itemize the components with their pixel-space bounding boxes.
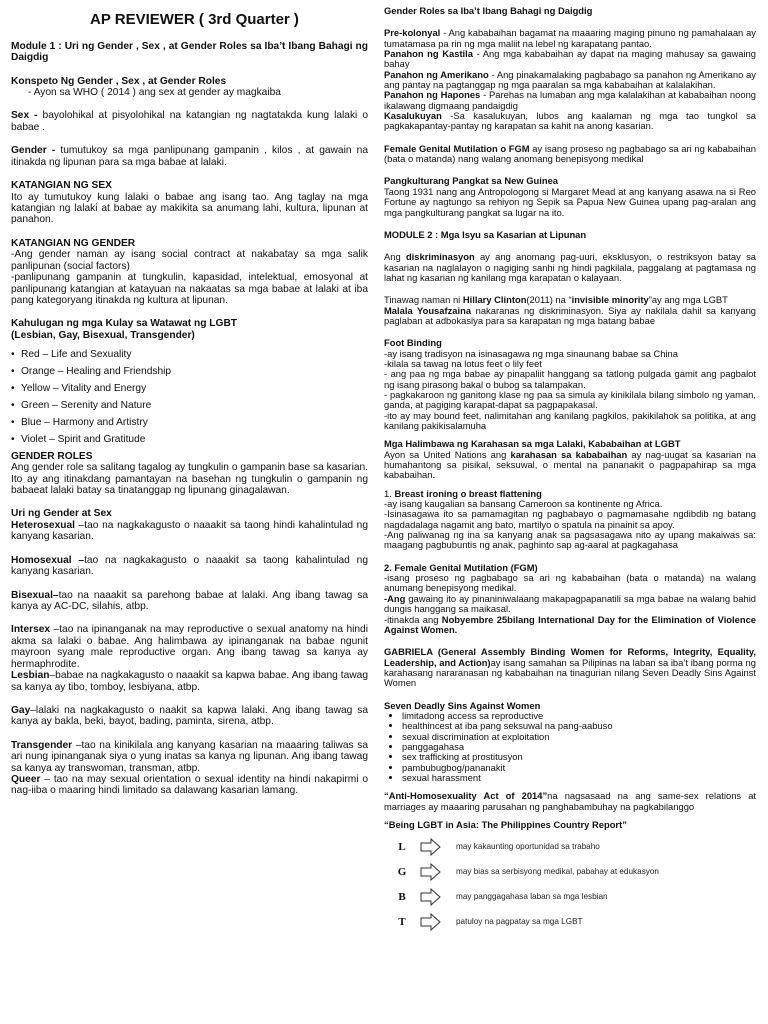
list-item: • Yellow – Vitality and Energy (11, 383, 368, 394)
fgm-entry (384, 144, 756, 165)
list-item: • Blue – Harmony and Artistry (11, 417, 368, 428)
heterosexual-def: –tao na nagkakagusto o naaakit sa taong hindi kahalintulad ng kanyang kasarian. (11, 519, 368, 543)
anti-homosexuality-term: “Anti-Homosexuality Act of 2014” (384, 790, 548, 802)
foot-binding-heading: Foot Binding (384, 337, 442, 349)
diskriminasyon-prefix: Ang (384, 251, 406, 263)
anti-homosexuality-entry (384, 791, 756, 812)
seven-sins-list (384, 711, 756, 783)
prekolonyal-entry (384, 28, 756, 49)
diskriminasyon-term: diskriminasyon (405, 251, 475, 263)
breast-number: 1. (384, 487, 395, 499)
transgender-definition (11, 740, 368, 774)
list-item: • Red – Life and Sexuality (11, 349, 368, 360)
katangian-gender-line1: -Ang gender naman ay isang social contract at nakabatay sa mga salik panlipunan (social factors) (11, 249, 368, 272)
fgm2-l2-term: -Ang (384, 592, 406, 604)
lgbt-letter: G (397, 865, 407, 878)
lgbt-row-t (384, 909, 756, 934)
lgbt-text: may bias sa serbisyong medikal, pabahay at edukasyon (456, 867, 659, 877)
arrow-right-icon (420, 888, 442, 906)
clinton-prefix: Tinawag naman ni (384, 294, 463, 306)
list-item: -Ang paliwanag ng ina sa kanyang anak sa pagsasagawa nito ay upang makaiwas sa: maagang pagbubuntis ng anak, paghinto sap ag-aaral at pagkagahasa (384, 529, 756, 551)
fgm2-l3-term: Nobyembre 25bilang International Day for the Elimination of Violence Against Women. (384, 613, 757, 635)
intersex-def: –tao na ipinanganak na may reproductive o sexual anatomy na hindi akma sa lalaki o babae. Ang halimbawa ay ipinanganak na babae ngunit mayroon syang male reproductive organ. Ang ibang tawag sa kanya ay hermaphrodite. (11, 624, 368, 670)
seven-sins-heading: Seven Deadly Sins Against Women (384, 699, 541, 711)
list-item: • Violet – Spirit and Gratitude (11, 434, 368, 445)
konsepto-text: - Ayon sa WHO ( 2014 ) ang sex at gender ay magkaiba (28, 87, 281, 99)
kasalukuyan-entry (384, 111, 756, 132)
kulay-heading-2: (Lesbian, Gay, Bisexual, Transgender) (11, 329, 195, 341)
gabriela-entry (384, 647, 756, 688)
katangian-gender-heading: KATANGIAN NG GENDER (11, 237, 136, 249)
clinton-post: ”ay ang mga LGBT (648, 294, 728, 306)
transgender-def: –tao na kinikilala ang kanyang kasarian na maaaring taliwas sa ari nung ipinanganak siya o yung inatas sa kanya ng lipunan. Ang ibang tawag sa kanya ay transwoman, transman, atbp. (11, 739, 368, 774)
gender-roles-heading: GENDER ROLES (11, 450, 93, 462)
right-column (384, 6, 756, 934)
lgbt-row-l (384, 834, 756, 859)
malala-entry (384, 306, 756, 327)
lgbt-text: may panggagahasa laban sa mga lesbian (456, 892, 608, 902)
konsepto-heading: Konspeto Ng Gender , Sex , at Gender Roles (11, 75, 227, 87)
list-item (384, 615, 756, 636)
lgbt-letter: B (398, 890, 406, 903)
module2-title: MODULE 2 : Mga Isyu sa Kasarian at Lipunan (384, 228, 587, 240)
diskriminasyon-def: ay ang anomang pag-uuri, eksklusyon, o restriksyon batay sa kasarian na naglalayon o nagiging sanhi ng hindi pagkilala, paggalang at pagtamasa ng lahat ng kasarian ng kanilang mga karapatan o kalayaan. (384, 251, 756, 283)
list-item: • limitadong access sa reproductive (402, 711, 756, 721)
list-item: • pambubugbog/pananakit (402, 763, 756, 773)
list-item: -ay isang kaugalian sa bansang Cameroon sa kontinente ng Africa. (384, 498, 663, 510)
kasalukuyan-def: -Sa kasalukuyan, lubos ang kaalaman ng mga tao tungkol sa pagkakapantay-pantay ng karapatan sa kahit na anong kasarian. (384, 110, 756, 132)
list-item: • sex trafficking at prostitusyon (402, 752, 756, 762)
karahasan-term: karahasan sa kababaihan (510, 448, 628, 460)
lgbt-colors-list (11, 349, 368, 445)
kastila-entry (384, 49, 756, 70)
list-item: • healthincest at iba pang seksuwal na pang-aabuso (402, 721, 756, 731)
amerikano-entry (384, 70, 756, 91)
lgbt-letter: T (398, 915, 406, 928)
bisexual-def: tao na naaakit sa parehong babae at lalaki. Ang ibang tawag sa kanya ay AC-DC, silahis, atbp. (11, 589, 368, 612)
kastila-term: Panahon ng Kastila (384, 48, 473, 60)
list-item: - pagkakaroon ng ganitong klase ng paa sa simula ay kinikilala bilang simbolo ng yaman, ganda, at pagiging karapat-dapat sa pagpapakasal. (384, 388, 756, 411)
malala-term: Malala Yousafzaina (384, 304, 472, 316)
list-item: -ay isang tradisyon na isinasagawa ng mga sinaunang babae sa China (384, 347, 678, 359)
list-item: -kilala sa tawag na lotus feet o lily feet (384, 357, 542, 369)
list-item: - ang paa ng mga babae ay pinapaliit hanggang sa tatlong pulgada gamit ang pagbalot ng isang pirasong bakal o bubog sa talampakan. (384, 368, 756, 390)
gender-term: Gender - (11, 145, 56, 157)
prekolonyal-term: Pre-kolonyal (384, 27, 441, 39)
hapones-def: - Parehas na lumaban ang mga kalalakihan at kababaihan noong ikalawang digmaang pandaigdig (384, 89, 756, 111)
intersex-term: Intersex (11, 624, 51, 636)
new-guinea-heading: Pangkulturang Pangkat sa New Guinea (384, 175, 559, 187)
list-item: -ito ay may bound feet, nalimitahan ang kanilang pagkilos, pakikilahok sa politika, at ang kanilang pakikisalamuha (384, 409, 756, 431)
arrow-right-icon (420, 863, 442, 881)
list-item: -Isinasagawa ito sa pamamagitan ng pagbabayo o pagmamasahe ngdibdib ng batang nagdadalaga nagamit ang bato, martilyo o spatula na pinainit sa apoy. (384, 508, 756, 530)
intersex-definition (11, 624, 368, 670)
lesbian-definition (11, 670, 368, 693)
heterosexual-term: Heterosexual (11, 519, 75, 531)
lgbt-text: may kakaunting oportunidad sa trabaho (456, 842, 600, 852)
queer-def: – tao na may sexual orientation o sexual identity na hindi nakapirmi o nag-iiba o maaring hindi limitado sa dalawang kasarian lamang. (11, 774, 368, 797)
bisexual-term: Bisexual– (11, 589, 59, 601)
homosexual-def: tao na nagkakagusto o naaakit sa taong kahalintulad ng kanyang kasarian. (11, 554, 368, 578)
clinton-mid: (2011) na “ (526, 294, 572, 306)
country-report-heading: “Being LGBT in Asia: The Philippines Country Report” (384, 819, 627, 830)
hapones-term: Panahon ng Hapones (384, 89, 481, 101)
fgm-def: ay isang proseso ng pagbabago sa ari ng kababaihan (bata o matanda) nang walang anomang benepisyong medikal (384, 142, 756, 165)
katangian-sex-heading: KATANGIAN NG SEX (11, 180, 112, 192)
lgbt-letter: L (398, 840, 406, 853)
homosexual-definition (11, 555, 368, 578)
arrow-right-icon (420, 838, 442, 856)
amerikano-def: - Ang pinakamalaking pagbabago sa panahon ng Amerikano ay ang pantay na pagtanggap ng mga paaralan sa mga kababaihan at kalalakihan. (384, 68, 756, 91)
lgbt-row-b (384, 884, 756, 909)
gay-definition (11, 705, 368, 728)
gender-roles-text: Ang gender role sa salitang tagalog ay tungkulin o gampanin base sa kasarian. Ito ay ang itinakdang pamantayan na basehan ng tungkulin o gampanin ng babaeat lalaki batay sa tinatanggap ng lipunang ginagalawan. (11, 462, 368, 497)
kulay-heading-1: Kahulugan ng mga Kulay sa Watawat ng LGBT (11, 318, 238, 330)
sex-definition (11, 110, 368, 133)
prekolonyal-def: - Ang kababaihan bagamat na maaaring maging pinuno ng pamahalaan ay tumatamasa pa rin ng mga maliit na lebel ng karapatang pantao. (384, 27, 756, 49)
lesbian-def: –babae na nagkakagusto o naaakit sa kapwa babae. Ang ibang tawag sa kanya ay tibo, tomboy, lesbiyana, atbp. (11, 670, 368, 693)
list-item: -isang proseso ng pagbabago sa ari ng kababaihan (bata o matanda) na walang anumang benepisyong medikal. (384, 572, 756, 594)
lgbt-row-g (384, 859, 756, 884)
kastila-def: - Ang mga kababaihan ay dapat na maging mahusay sa gawaing bahay (384, 48, 756, 70)
anti-homosexuality-def: na nagsasaad na ang same-sex relations at marriages ay maaaring parusahan ng panghabambuhay na pagkabilanggo (384, 790, 757, 812)
invisible-minority-term: invisible minority (571, 294, 649, 306)
gay-term: Gay (11, 704, 31, 716)
list-item: • sexual discrimination at exploitation (402, 732, 756, 742)
left-column (11, 0, 368, 797)
module1-title: Module 1 : Uri ng Gender , Sex , at Gender Roles sa Iba’t Ibang Bahagi ng Daigdig (11, 40, 368, 64)
lgbt-report-diagram (384, 834, 756, 934)
karahasan-heading: Mga Halimbawa ng Karahasan sa mga Lalaki, Kababaihan at LGBT (384, 438, 681, 450)
lesbian-term: Lesbian (11, 670, 50, 682)
malala-def: nakaranas ng diskriminasyon. Siya ay nakilala dahil sa kanyang paglaban at adbokasiya para sa karapatan ng mga batang babae (384, 304, 756, 326)
queer-term: Queer (11, 774, 41, 786)
katangian-sex-text: Ito ay tumutukoy kung lalaki o babae ang isang tao. Ang taglay na mga katangian ng lalaki at babae ay makikita sa anumang lahi, kultura, lipunan at panahon. (11, 191, 368, 226)
fgm2-l2-def: gawaing ito ay pinaniniwalaang makapagpapanatili sa mga babae na walang bahid dungis hanggang sa maikasal. (384, 592, 756, 615)
diskriminasyon-entry (384, 252, 756, 283)
fgm2-heading: 2. Female Genital Mutilation (FGM) (384, 561, 538, 573)
gender-definition (11, 145, 368, 168)
sex-def: bayolohikal at pisyolohikal na katangian ng nagtatakda kung lalaki o babae . (11, 110, 368, 133)
fgm2-l3-prefix: -itinakda ang (384, 613, 442, 625)
homosexual-term: Homosexual – (11, 554, 85, 566)
heterosexual-definition (11, 520, 368, 543)
gabriela-def: ay isang samahan sa Pilipinas na laban sa iba’t ibang porma ng karahasang nararanasan ng kababaihan na tinagurian nilang Seven Deadly Sins Against Women (384, 656, 756, 689)
arrow-right-icon (420, 913, 442, 931)
hapones-entry (384, 90, 756, 111)
karahasan-def: ay nag-uugat sa kasarian na humahantong sa pisikal, seksuwal, o mental na pananakit o pagpapahirap sa mga kababaihan. (384, 448, 757, 481)
uri-heading: Uri ng Gender at Sex (11, 508, 112, 520)
clinton-term: Hillary Clinton (462, 294, 527, 306)
fgm-term: Female Genital Mutilation o FGM (384, 142, 530, 154)
breast-head: Breast ironing o breast flattening (394, 487, 542, 499)
list-item: • sexual harassment (402, 773, 756, 783)
queer-definition (11, 774, 368, 797)
katangian-gender-line2: -panlipunang gampanin at tungkulin, kapasidad, intelektual, emosyonal at panlipunang katangian at katayuan na nakaatas sa mga babae at lalaki at iba pang kategoryang itinakda ng kultura at lipunan. (11, 272, 368, 306)
list-item: • Green – Serenity and Nature (11, 400, 368, 411)
gay-def: –lalaki na nagkakagusto o naakit sa kapwa lalaki. Ang ibang tawag sa kanya ay bakla, beki, bayot, bading, paminta, sirena, atbp. (11, 704, 368, 728)
page-title: AP REVIEWER ( 3rd Quarter ) (90, 11, 299, 28)
amerikano-term: Panahon ng Amerikano (384, 68, 489, 80)
list-item: • Orange – Healing and Friendship (11, 366, 368, 377)
bisexual-definition (11, 590, 368, 613)
sex-term: Sex - (11, 110, 38, 122)
new-guinea-text: Taong 1931 nang ang Antropologong si Margaret Mead at ang kanyang asawa na si Reo Fortune ay nagtungo sa rehiyon ng Sepik sa Papua New Guinea upang pag-aralan ang mga pangkulturang pangkat sa lugar na ito. (384, 185, 756, 218)
list-item (384, 594, 756, 615)
gender-def: tumutukoy sa mga panlipunang gampanin , kilos , at gawain na itinakda ng lipunan para sa mga babae at lalaki. (11, 145, 368, 168)
karahasan-entry (384, 450, 756, 481)
lgbt-text: patuloy na pagpatay sa mga LGBT (456, 917, 583, 927)
karahasan-prefix: Ayon sa United Nations ang (384, 448, 511, 460)
roles-daigdig-heading: Gender Roles sa Iba’t Ibang Bahagi ng Daigdig (384, 5, 593, 16)
kasalukuyan-term: Kasalukuyan (384, 110, 442, 122)
gabriela-term: GABRIELA (General Assembly Binding Women for Reforms, Integrity, Equality, Leadership, and Action) (384, 646, 756, 668)
list-item: • panggagahasa (402, 742, 756, 752)
transgender-term: Transgender (11, 739, 73, 751)
